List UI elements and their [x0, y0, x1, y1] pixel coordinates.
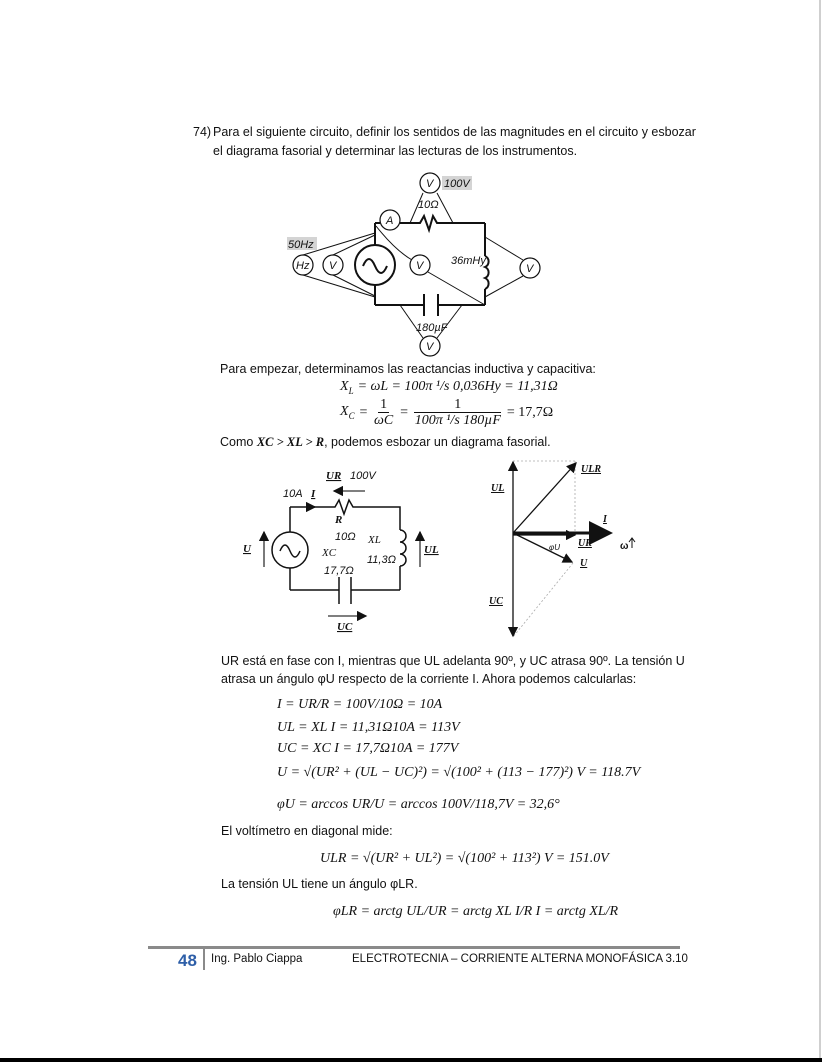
ul-label: UL [491, 483, 505, 494]
voltmeter-reading: 100V [444, 178, 470, 190]
circuit-and-phasor-diagram [0, 450, 822, 650]
ul-label: UL [424, 544, 439, 556]
r-label: R [335, 514, 343, 526]
uc-label: UC [489, 596, 503, 607]
ur-value: 100V [350, 470, 376, 482]
voltmeter-text: El voltímetro en diagonal mide: [221, 824, 393, 838]
como-text [220, 435, 551, 450]
ac-source [272, 532, 308, 568]
xl-rhs: = ωL = 100π ¹/s 0,036Hy = 11,31Ω [357, 379, 558, 395]
u-label: U [243, 543, 251, 555]
i-label: I [603, 514, 607, 525]
u-equation: U = √(UR² + (UL − UC)²) = √(100² + (113 − 177)²) V = 118.7V [277, 765, 641, 780]
ammeter-label: A [386, 215, 394, 227]
r-value: 10Ω [335, 531, 356, 543]
text: Como [220, 435, 257, 449]
current-equation: I = UR/R = 100V/10Ω = 10A [277, 697, 443, 712]
denominator: 100π ¹/s 180µF [414, 413, 501, 428]
intro-text: Para empezar, determinamos las reactancias inductiva y capacitiva: [220, 362, 596, 376]
xl-label: XL [368, 534, 381, 546]
problem-line-1: Para el siguiente circuito, definir los sentidos de las magnitudes en el circuito y esbozar [213, 125, 696, 139]
frequency-meter-label: Hz [296, 260, 310, 272]
ur-label: UR [578, 538, 592, 549]
xl-value: 11,3Ω [367, 554, 396, 566]
xc-value: 17,7Ω [324, 565, 354, 577]
construction-lines [513, 461, 575, 637]
uc-equation: UC = XC I = 17,7Ω10A = 177V [277, 741, 459, 756]
ul-equation: UL = XL I = 11,31Ω10A = 113V [277, 720, 460, 735]
phi-u-label: φU [549, 543, 560, 552]
page-number: 48 [178, 951, 197, 970]
fraction [413, 397, 503, 428]
inductor-value: 36mHy [451, 255, 486, 267]
problem-line-2: el diagrama fasorial y determinar las lecturas de los instrumentos. [213, 144, 578, 158]
xc-label: XC [322, 547, 337, 559]
numerator: 1 [414, 397, 501, 413]
frequency-reading: 50Hz [288, 239, 314, 251]
tension-text: La tensión UL tiene un ángulo φLR. [221, 877, 418, 891]
numerator: 1 [380, 397, 388, 412]
rotation-arrow-icon [629, 538, 635, 548]
xc-equation: $X_C$ = $\frac{1}{\omega C}$ = $\frac{1}{\text{100π ¹/s 180µF}}$ = 17,7Ω [340, 397, 554, 428]
omega-label: ω [620, 541, 629, 552]
ac-source [355, 245, 395, 285]
paragraph-line-1: UR está en fase con I, mientras que UL adelanta 90º, y UC atrasa 90º. La tensión U [221, 654, 685, 668]
problem-number: 74) [193, 125, 212, 139]
current-label: I [311, 488, 316, 500]
ulr-label: ULR [581, 464, 601, 475]
fraction [372, 397, 395, 428]
denominator: ωC [374, 413, 394, 428]
footer-title: ELECTROTECNIA – CORRIENTE ALTERNA MONOFÁSICA 3.10 [352, 953, 688, 965]
voltmeter-label: V [329, 260, 337, 272]
inequality: XC > XL > R [256, 435, 325, 449]
phi-lr-equation: φLR = arctg UL/UR = arctg XL I/R I = arctg XL/R [333, 904, 619, 919]
page-edge-bottom [0, 1058, 822, 1062]
voltmeter-label: V [426, 341, 434, 353]
xc-result: = 17,7Ω [506, 404, 554, 420]
u-label: U [580, 558, 588, 569]
xc-symbol: X [340, 404, 349, 420]
footer-divider [203, 948, 205, 970]
xc-subscript: C [348, 410, 355, 421]
text: , podemos esbozar un diagrama fasorial. [324, 435, 551, 449]
voltmeter-label: V [426, 178, 434, 190]
current-value: 10A [283, 488, 303, 500]
paragraph-line-2: atrasa un ángulo φU respecto de la corriente I. Ahora podemos calcularlas: [221, 672, 637, 686]
ulr-equation: ULR = √(UR² + UL²) = √(100² + 113²) V = 151.0V [320, 851, 609, 866]
resistor-value: 10Ω [418, 199, 439, 211]
uc-label: UC [337, 621, 353, 633]
ur-label: UR [326, 470, 342, 482]
measurement-circuit-diagram [0, 0, 822, 400]
xl-symbol: X [340, 379, 349, 394]
phasor-diagram [489, 461, 635, 637]
ulr-phasor [513, 463, 576, 533]
capacitor-value: 180µF [416, 322, 448, 334]
xl-equation [340, 379, 558, 396]
footer-rule [148, 946, 680, 949]
phi-u-equation: φU = arccos UR/U = arccos 100V/118,7V = 32,6° [277, 797, 560, 812]
voltmeter-label: V [526, 263, 534, 275]
xl-subscript: L [348, 385, 354, 396]
u-phasor [513, 533, 572, 562]
footer-author: Ing. Pablo Ciappa [211, 953, 303, 965]
voltmeter-label: V [416, 260, 424, 272]
